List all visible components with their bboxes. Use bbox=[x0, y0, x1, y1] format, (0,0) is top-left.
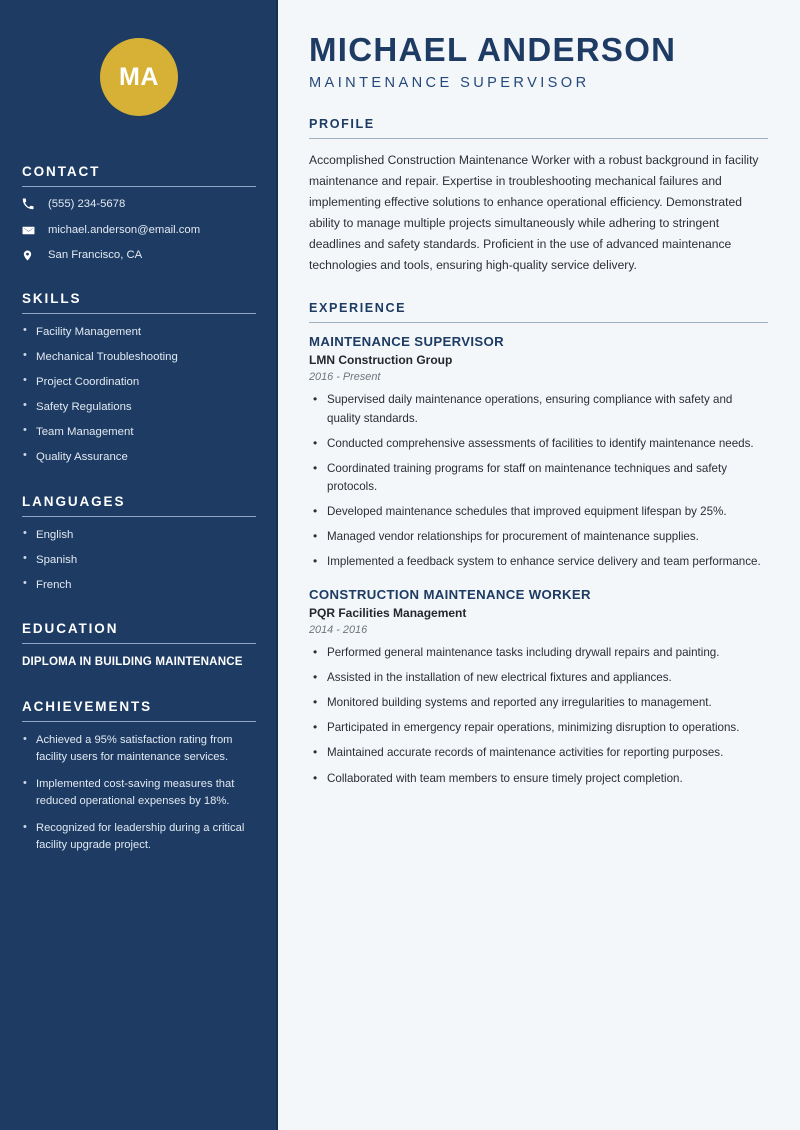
contact-divider bbox=[22, 186, 256, 187]
list-item: • English bbox=[22, 527, 256, 544]
experience-section bbox=[309, 301, 768, 787]
list-item: • Maintained accurate records of maintenance activities for reporting purposes. bbox=[309, 744, 768, 762]
page-title: MICHAEL ANDERSON bbox=[309, 31, 677, 68]
list-item: • Facility Management bbox=[22, 324, 256, 341]
avatar: MA bbox=[100, 38, 178, 116]
list-item: • French bbox=[22, 577, 256, 594]
experience-divider bbox=[309, 322, 768, 323]
profile-text: Accomplished Construction Maintenance Worker with a robust background in facility maintenance and repair. Expertise in troubleshooting mechanical failures and implementing effective solutions to enhance operational efficiency. Demonstrated ability to manage multiple projects simultaneously while adhering to stringent deadlines and safety standards. Proficient in the use of advanced maintenance technologies and tools, ensuring high-quality service delivery. bbox=[309, 152, 759, 272]
achievements-divider bbox=[22, 721, 256, 722]
list-item: • Conducted comprehensive assessments of facilities to identify maintenance needs. bbox=[309, 435, 768, 453]
education-heading: EDUCATION bbox=[22, 621, 119, 637]
contact-email-value: michael.anderson@email.com bbox=[48, 223, 201, 236]
experience-heading: EXPERIENCE bbox=[309, 301, 407, 316]
languages-section bbox=[22, 494, 256, 594]
contact-phone[interactable] bbox=[22, 197, 256, 212]
skills-section bbox=[22, 291, 256, 466]
list-item: • Recognized for leadership during a critical facility upgrade project. bbox=[22, 820, 256, 854]
envelope-icon bbox=[22, 224, 40, 237]
list-item: • Mechanical Troubleshooting bbox=[22, 349, 256, 366]
list-item: • Participated in emergency repair operations, minimizing disruption to operations. bbox=[309, 719, 768, 737]
achievements-heading: ACHIEVEMENTS bbox=[22, 698, 153, 714]
skills-list bbox=[22, 324, 256, 466]
main-content bbox=[278, 0, 800, 1130]
phone-icon bbox=[22, 198, 40, 210]
achievements-list bbox=[22, 732, 256, 854]
job-role: CONSTRUCTION MAINTENANCE WORKER bbox=[309, 587, 591, 603]
achievements-section bbox=[22, 699, 256, 854]
sidebar bbox=[0, 0, 278, 1130]
education-degree: DIPLOMA IN BUILDING MAINTENANCE bbox=[22, 655, 243, 669]
contact-location[interactable] bbox=[22, 248, 256, 263]
experience-entry bbox=[309, 334, 768, 571]
job-company: LMN Construction Group bbox=[309, 353, 453, 368]
contact-section bbox=[22, 164, 256, 263]
contact-heading: CONTACT bbox=[22, 164, 101, 179]
list-item: • Spanish bbox=[22, 552, 256, 569]
job-dates: 2014 - 2016 bbox=[309, 624, 368, 637]
job-dates: 2016 - Present bbox=[309, 371, 381, 384]
education-divider bbox=[22, 643, 256, 644]
contact-list bbox=[22, 197, 256, 263]
experience-entry bbox=[309, 587, 768, 787]
map-pin-icon bbox=[22, 249, 40, 262]
languages-list bbox=[22, 527, 256, 594]
job-bullet-list bbox=[309, 391, 768, 571]
list-item: • Team Management bbox=[22, 424, 256, 441]
list-item: • Coordinated training programs for staff on maintenance techniques and safety protocols. bbox=[309, 460, 768, 496]
list-item: • Supervised daily maintenance operations, ensuring compliance with safety and quality standards. bbox=[309, 391, 768, 427]
contact-phone-value: (555) 234-5678 bbox=[48, 198, 126, 210]
list-item: • Implemented a feedback system to enhance service delivery and team performance. bbox=[309, 553, 768, 571]
list-item: • Assisted in the installation of new electrical fixtures and appliances. bbox=[309, 669, 768, 687]
profile-heading: PROFILE bbox=[309, 116, 375, 131]
list-item: • Collaborated with team members to ensure timely project completion. bbox=[309, 770, 768, 788]
profile-section bbox=[309, 117, 768, 276]
education-section bbox=[22, 621, 256, 670]
languages-divider bbox=[22, 516, 256, 517]
list-item: • Implemented cost-saving measures that reduced operational expenses by 18%. bbox=[22, 776, 256, 810]
list-item: • Quality Assurance bbox=[22, 449, 256, 466]
skills-divider bbox=[22, 313, 256, 314]
list-item: • Safety Regulations bbox=[22, 399, 256, 416]
job-company: PQR Facilities Management bbox=[309, 606, 467, 621]
avatar-container bbox=[22, 0, 256, 116]
job-bullet-list bbox=[309, 644, 768, 787]
list-item: • Managed vendor relationships for procurement of maintenance supplies. bbox=[309, 528, 768, 546]
profile-divider bbox=[309, 138, 768, 139]
job-role: MAINTENANCE SUPERVISOR bbox=[309, 334, 505, 350]
header-job-title: MAINTENANCE SUPERVISOR bbox=[309, 74, 590, 91]
list-item: • Achieved a 95% satisfaction rating from facility users for maintenance services. bbox=[22, 732, 256, 766]
list-item: • Performed general maintenance tasks including drywall repairs and painting. bbox=[309, 644, 768, 662]
contact-location-value: San Francisco, CA bbox=[48, 249, 143, 262]
contact-email[interactable] bbox=[22, 223, 256, 238]
skills-heading: SKILLS bbox=[22, 291, 82, 307]
list-item: • Project Coordination bbox=[22, 374, 256, 391]
list-item: • Monitored building systems and reported any irregularities to management. bbox=[309, 694, 768, 712]
list-item: • Developed maintenance schedules that improved equipment lifespan by 25%. bbox=[309, 503, 768, 521]
languages-heading: LANGUAGES bbox=[22, 493, 126, 509]
